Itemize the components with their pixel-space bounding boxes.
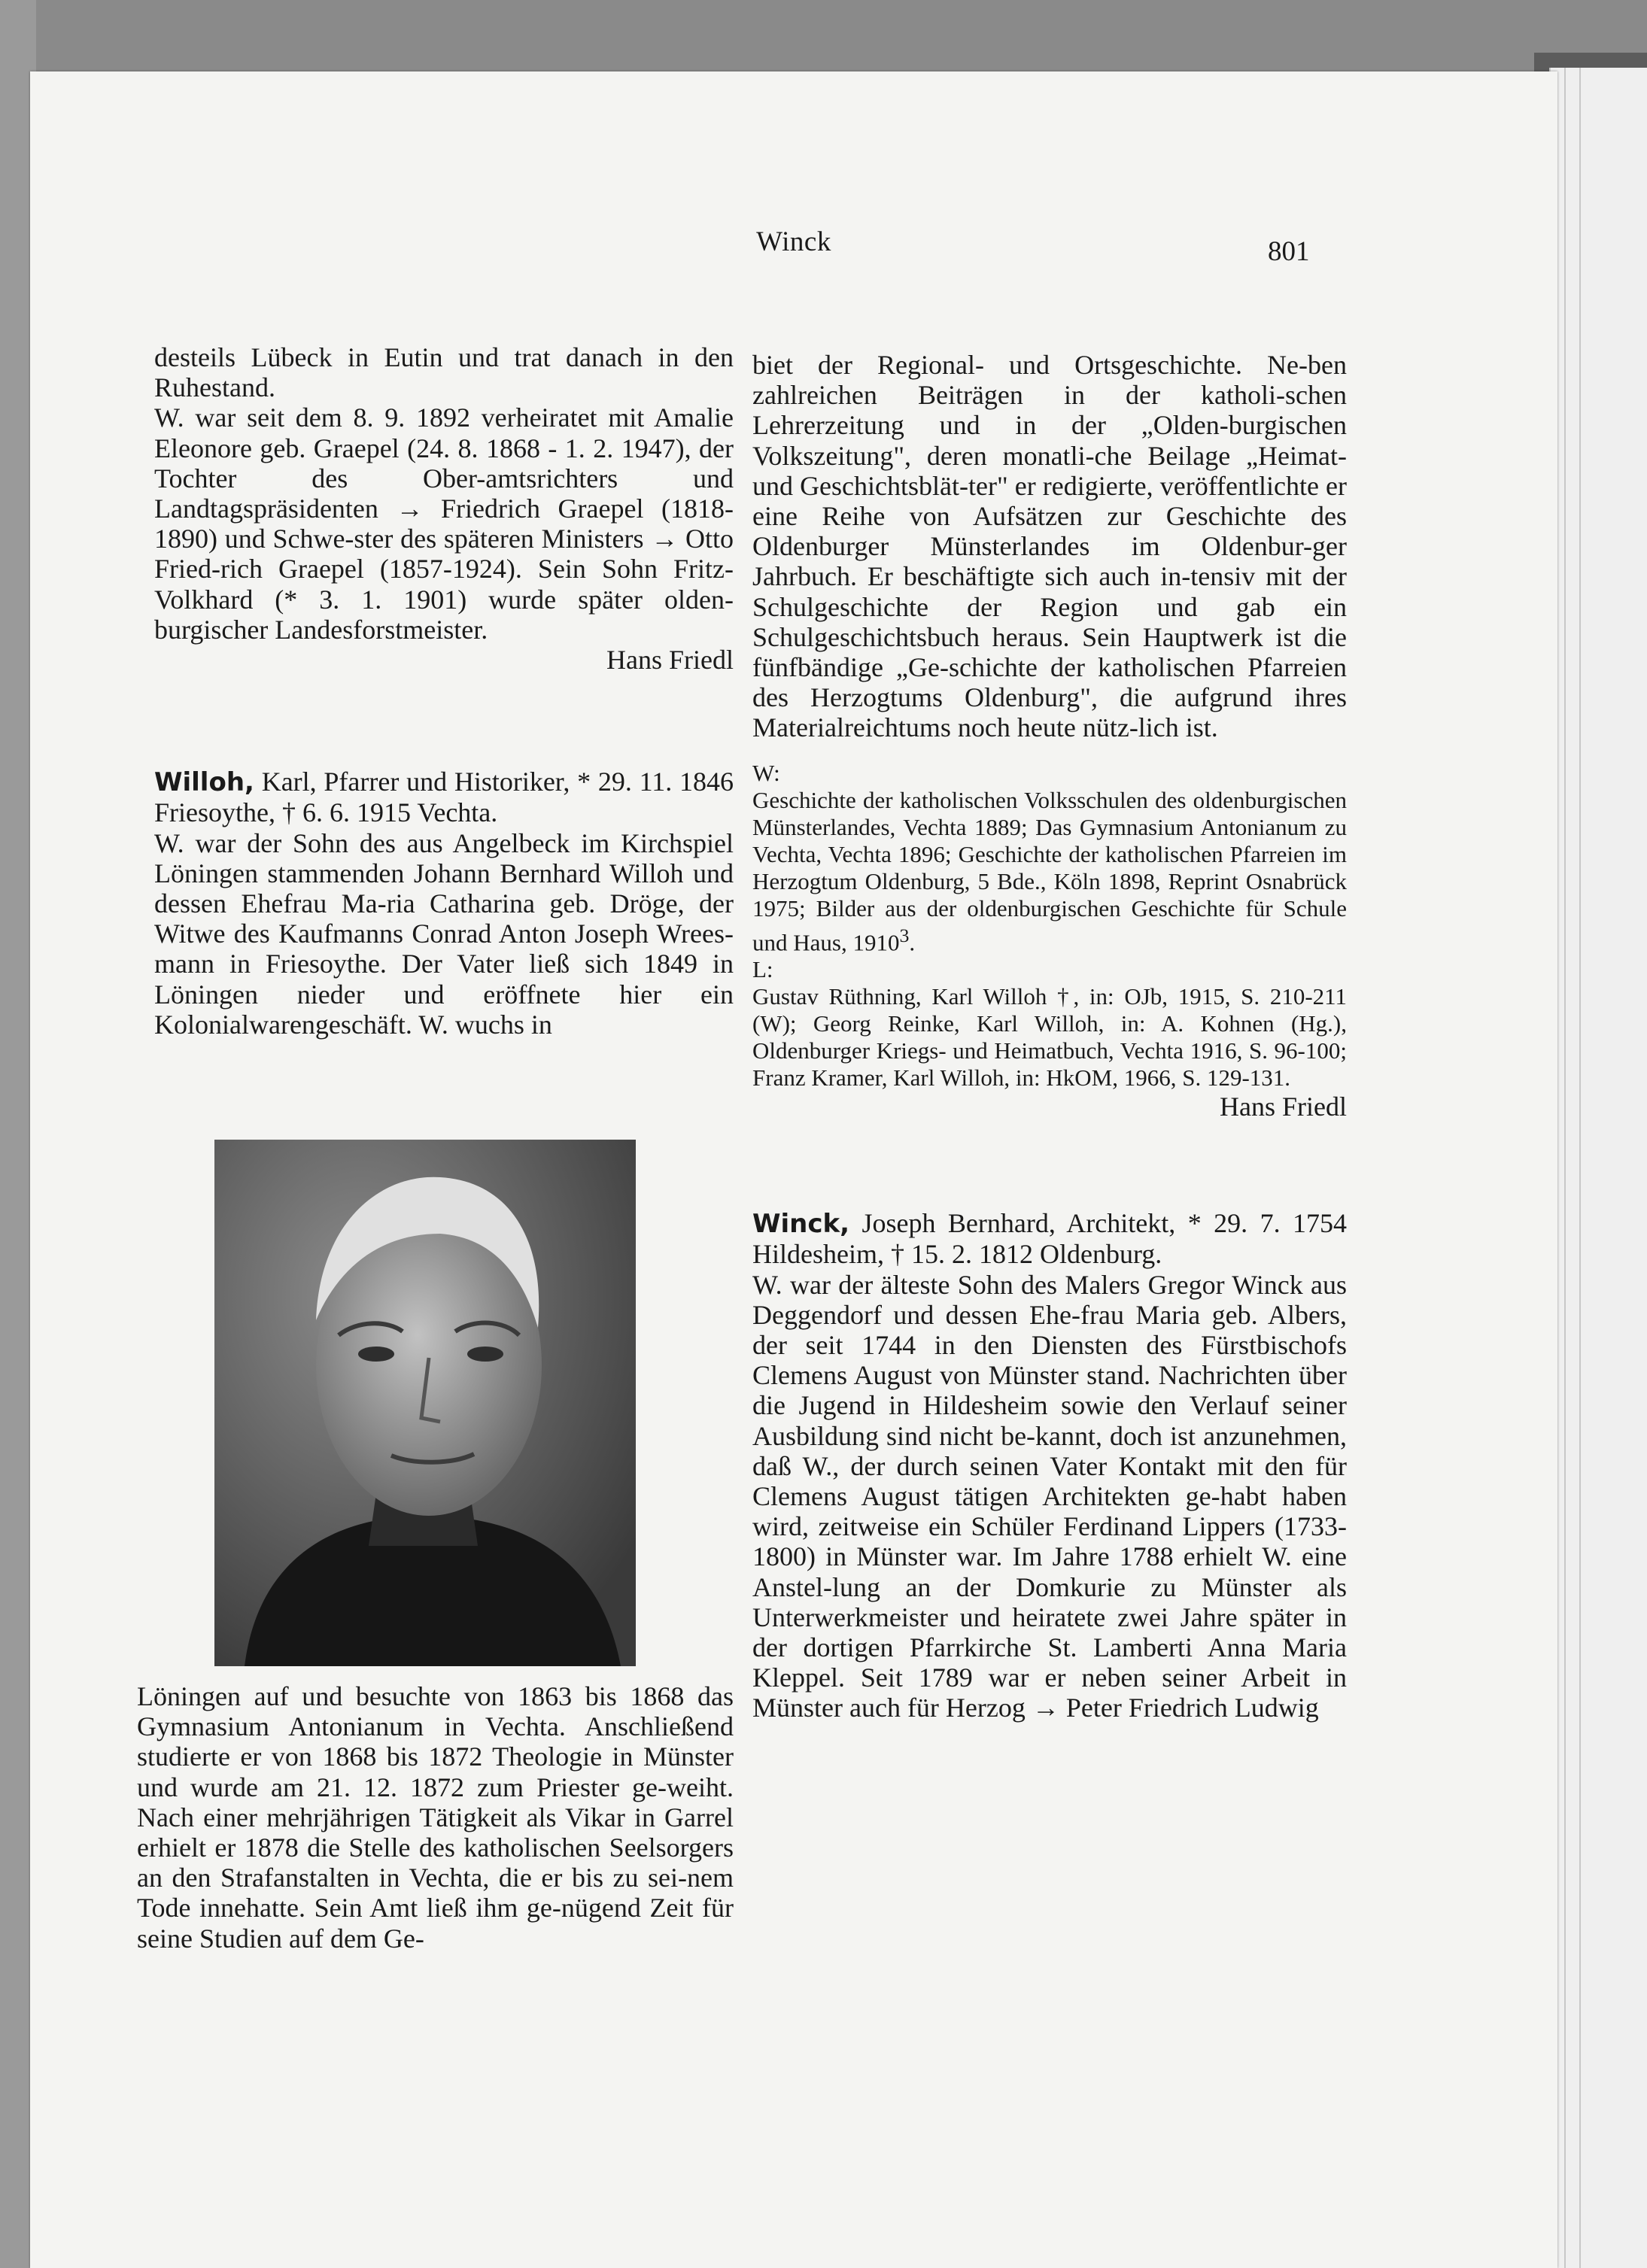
- right-column: [752, 350, 1347, 1723]
- left-column-bottom: [137, 1681, 734, 1954]
- entry-intro: Joseph Bernhard, Architekt, * 29. 7. 1754 Hildesheim, † 15. 2. 1812 Oldenburg.: [752, 1208, 1347, 1270]
- entry-heading-willoh: [154, 767, 734, 827]
- paragraph: W. war der älteste Sohn des Malers Gregor Winck aus Deggendorf und dessen Ehe-frau Maria geb. Albers, der seit 1744 in den Diensten des Fürstbischofs Clemens August von Münster stand. Nachrichten über die Jugend in Hildesheim sowie den Verlauf seiner Ausbildung sind nicht be-kannt, doch ist anzunehmen, daß W., der durch seinen Vater Kontakt mit den für Clemens August tätigen Architekten ge-habt haben wird, zeitweise ein Schüler Ferdinand Lippers (1733-1800) in Münster war. Im Jahre 1788 erhielt W. eine Anstel-lung an der Domkurie zu Münster als Unterwerkmeister und heiratete zwei Jahre später in der dortigen Pfarrkirche St. Lamberti Anna Maria Kleppel. Seit 1789 war er neben seiner Arbeit in Münster auch für Herzog → Peter Friedrich Ludwig: [752, 1269, 1347, 1723]
- paragraph: desteils Lübeck in Eutin und trat danach in den Ruhestand.: [154, 342, 734, 403]
- paragraph: W. war der Sohn des aus Angelbeck im Kirchspiel Löningen stammenden Johann Bernhard Willoh und dessen Ehefrau Ma-ria Catharina geb. Dröge, der Witwe des Kaufmanns Conrad Anton Joseph Wrees-mann in Friesoythe. Der Vater ließ sich 1849 in Löningen nieder und eröffnete hier ein Kolonialwarengeschäft. W. wuchs in: [154, 827, 734, 1040]
- scan-background-top: [0, 0, 1647, 83]
- entry-intro: Karl, Pfarrer und Historiker, * 29. 11. 1846 Friesoythe, † 6. 6. 1915 Vechta.: [154, 767, 734, 828]
- left-column-top: [154, 342, 734, 1040]
- entry-heading-winck: [752, 1208, 1347, 1269]
- book-page: [30, 71, 1557, 2268]
- entry-name: Willoh,: [154, 767, 254, 798]
- literature-label: L:: [752, 955, 773, 982]
- author-signature: Hans Friedl: [1220, 1091, 1347, 1122]
- works-label: W:: [752, 759, 780, 786]
- paragraph: Löningen auf und besuchte von 1863 bis 1868 das Gymnasium Antonianum in Vechta. Anschließend studierte er von 1868 bis 1872 Theologie in Münster und wurde am 21. 12. 1872 zum Priester ge-weiht. Nach einer mehrjährigen Tätigkeit als Vikar in Garrel erhielt er 1878 die Stelle des katholischen Seelsorgers an den Strafanstalten in Vechta, die er bis zu sei-nem Tode innehatte. Sein Amt ließ ihm ge-nügend Zeit für seine Studien auf dem Ge-: [137, 1681, 734, 1954]
- author-signature: Hans Friedl: [606, 645, 734, 676]
- works-list: Geschichte der katholischen Volksschulen des oldenburgischen Münsterlandes, Vechta 1889; Das Gymnasium Antonianum zu Vechta, Vechta 1896; Geschichte der katholischen Pfarreien im Herzogtum Oldenburg, 5 Bde., Köln 1898, Reprint Osnabrück 1975; Bilder aus der oldenburgischen Geschichte für Schule und Haus, 1910$^3$.: [752, 786, 1347, 955]
- literature-list: Gustav Rüthning, Karl Willoh †, in: OJb, 1915, S. 210-211 (W); Georg Reinke, Karl Willoh, in: A. Kohnen (Hg.), Oldenburger Kriegs- und Heimatbuch, Vechta 1916, S. 96-100; Franz Kramer, Karl Willoh, in: HkOM, 1966, S. 129-131.: [752, 982, 1347, 1091]
- page-number: 801: [1268, 236, 1310, 267]
- paragraph: biet der Regional- und Ortsgeschichte. Ne-ben zahlreichen Beiträgen in der katholi-schen Lehrerzeitung und in der „Olden-burgischen Volkszeitung", deren monatli-che Beilage „Heimat- und Geschichtsblät-ter" er redigierte, veröffentlichte er eine Reihe von Aufsätzen zur Geschichte des Oldenburger Münsterlandes im Oldenbur-ger Jahrbuch. Er beschäftigte sich auch in-tensiv mit der Schulgeschichte der Region und gab ein Schulgeschichtsbuch heraus. Sein Hauptwerk ist die fünfbändige „Ge-schichte der katholischen Pfarreien des Herzogtums Oldenburg", die aufgrund ihres Materialreichtums noch heute nütz-lich ist.: [752, 350, 1347, 743]
- paragraph: W. war seit dem 8. 9. 1892 verheiratet mit Amalie Eleonore geb. Graepel (24. 8. 1868 - 1. 2. 1947), der Tochter des Ober-amtsrichters und Landtagspräsidenten → Friedrich Graepel (1818-1890) und Schwe-ster des späteren Ministers → Otto Fried-rich Graepel (1857-1924). Sein Sohn Fritz-Volkhard (* 3. 1. 1901) wurde später olden-burgischer Landesforstmeister.: [154, 402, 734, 645]
- portrait-photo-karl-willoh: [214, 1140, 636, 1666]
- running-head: Winck: [756, 226, 831, 257]
- entry-name: Winck,: [752, 1209, 850, 1240]
